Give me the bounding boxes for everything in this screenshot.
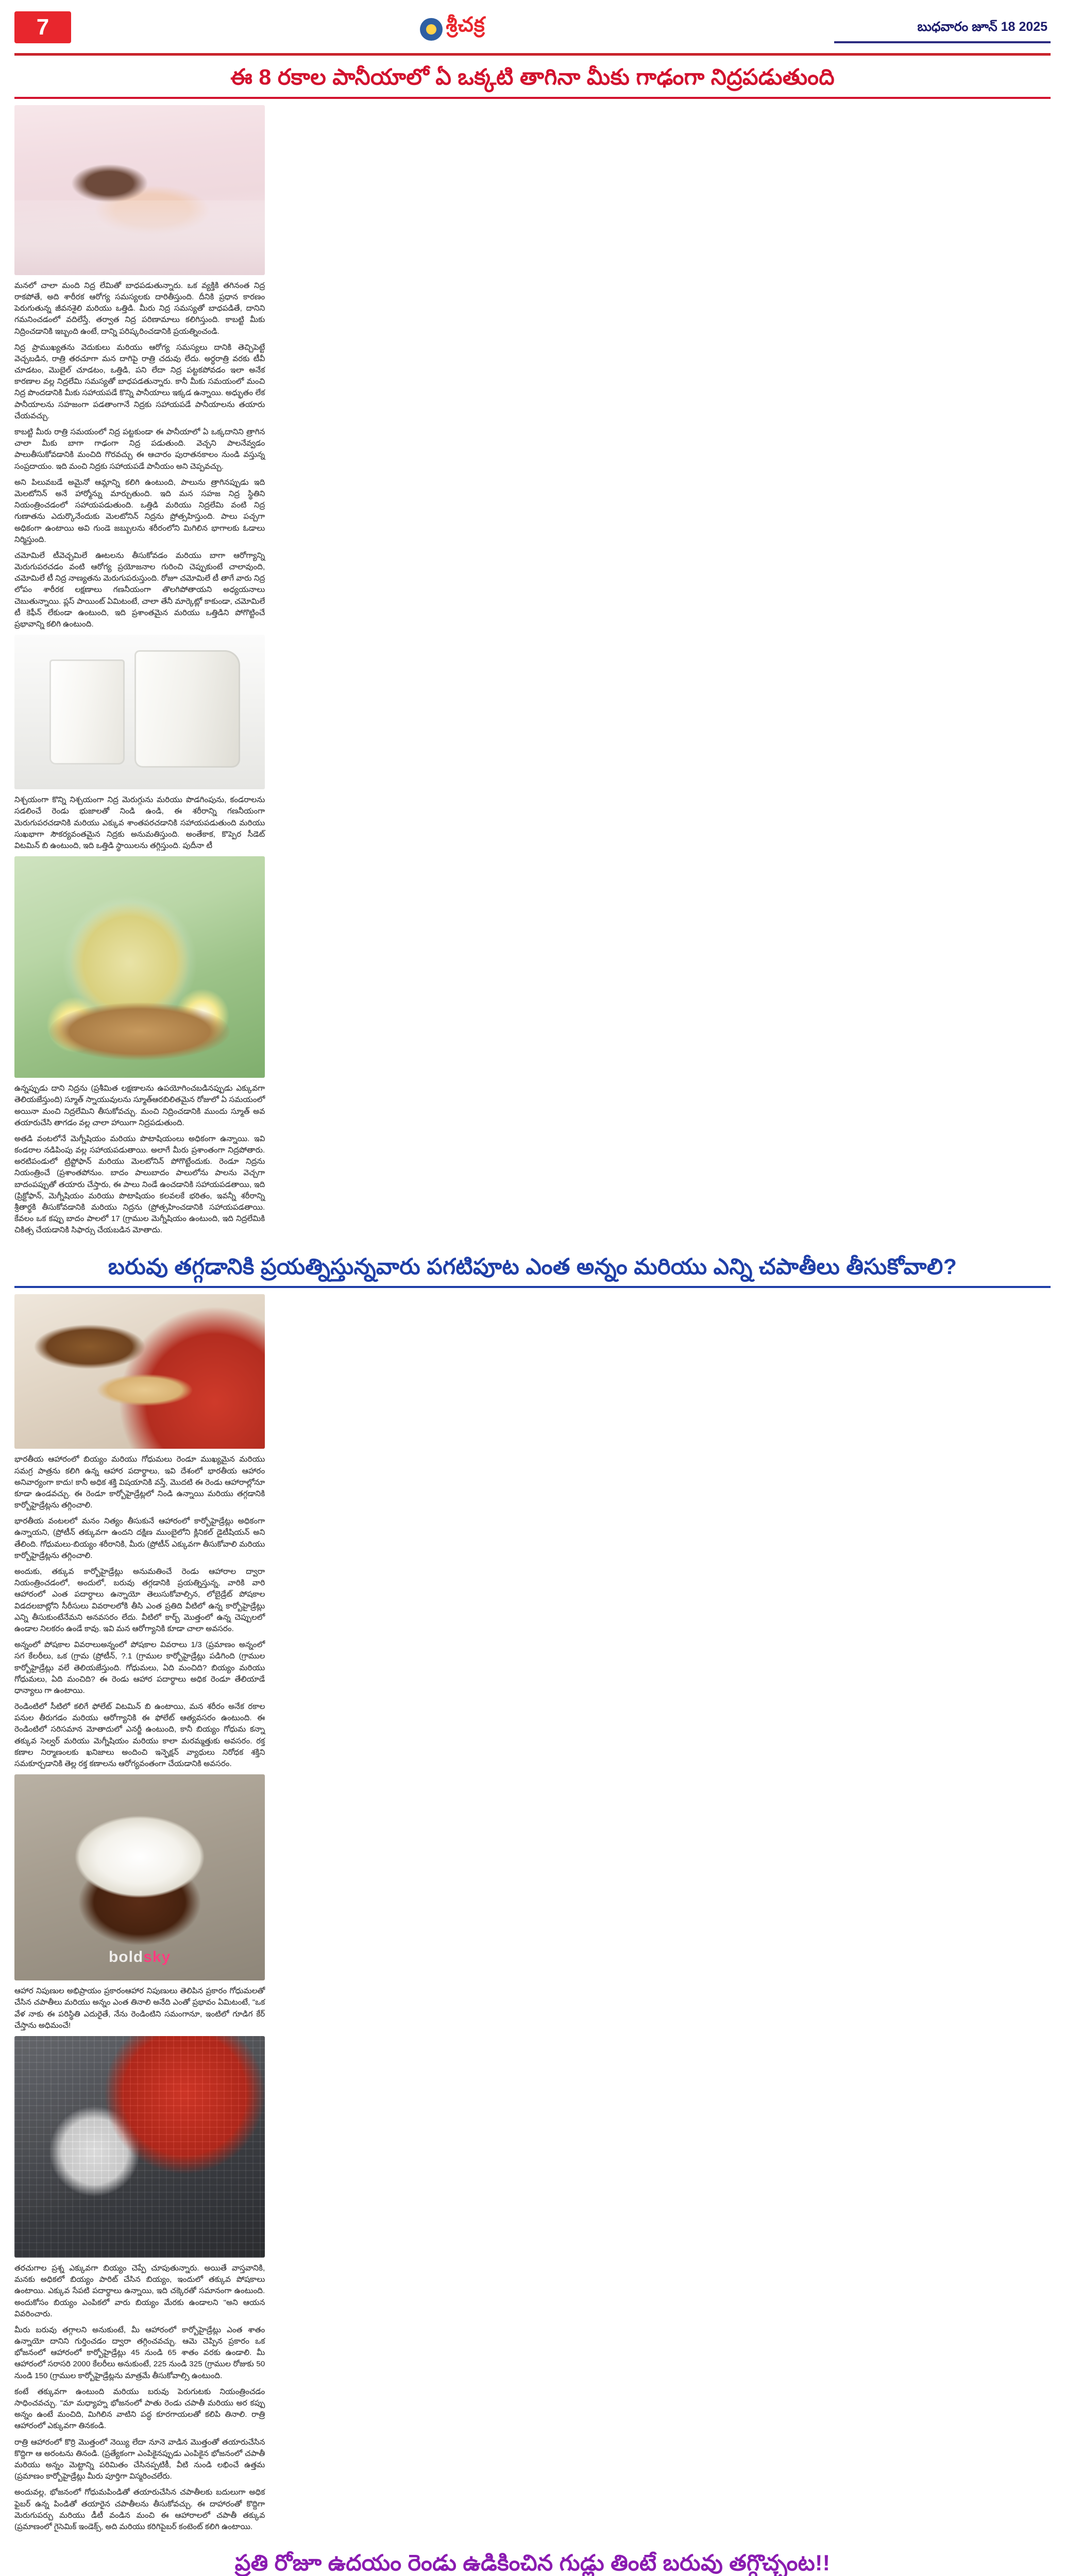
newspaper-page bbox=[0, 11, 1065, 2576]
logo-mark-icon bbox=[420, 18, 443, 41]
article-2-para-2: భారతీయ వంటలలో మనం నిత్యం తీసుకునే ఆహారంలో కార్బోహైడ్రేట్లు అధికంగా ఉన్నాయని, (ప్రోటీన్ తక్కువగా ఉందని దక్షిణ ముంబైలోని క్లినికల్ డైటీషియన్ అని తేలింది. గోధుమలు-బియ్యం శరీరానికి, మీరు (ప్రోటీన్ ఎక్కువగా తీసుకోవాలి మరియు కార్బోహైడ్రేట్లను తగ్గించాలి. bbox=[14, 1517, 265, 1560]
article-1-para-7: ఉన్నప్పుడు దాని నిద్రను (ప్రశీమిత లక్షణాలను ఉపయోగించబడినప్పుడు ఎక్కువగా తెలియజేస్తుంది) స్మూత్ స్నాయువులను స్మూత్ఆరబిలితమైన రోజులో ఏ సమయంలో అయినా మంచి నిద్రలేమిని తీసుకోవచ్చు. మంచి నిద్రించడానికి ముందు స్మూత్ అవ తయారుచేసి తాగడం వల్ల చాలా హాయిగా నిద్రపడుతుంది. bbox=[14, 1084, 265, 1127]
issue-date: బుధవారం జూన్ 18 2025 bbox=[917, 20, 1047, 34]
bowl-of-rice-photo bbox=[14, 1774, 265, 1980]
milk-glass-photo bbox=[14, 635, 265, 789]
weighing-scale-photo bbox=[14, 2036, 265, 2258]
article-1-columns bbox=[14, 104, 1051, 1241]
article-2-para-9: కంటే తక్కువగా ఉంటుంది మరియు బరువు పెరుగుటకు నియంత్రించడం సాధించవచ్చు. "మా మధ్యాహ్న భోజనంలో పాతు రెండు చపాతీ మరియు అర కప్పు అన్నం ఉంటే మంచిది, మిగిలిన వాటిని పద్ధ కూరగాయలతో కలిపి తినాలి. రాత్రి ఆహారంలో ఎక్కువగా తినకండి. bbox=[14, 2387, 265, 2431]
rice-photo-watermark: boldsky bbox=[108, 1948, 171, 1966]
article-1-para-4: అని పిలువబడే అమైనో ఆమ్లాన్ని కలిగి ఉంటుంది, పాలును త్రాగినప్పుడు ఇది మెలటోనిన్ అనే హార్మోన్ను మార్చుతుంది. ఇది మన సహజ నిద్ర స్థితిని నియంత్రించడంలో సహాయపడుతుంది. ఒత్తిడి మరియు నిద్రలేమి వంటి నిద్ర గుణాతను ఎదుర్కొనేందుకు మెలటోనిన్ నిద్రను ప్రోత్సహిస్తుంది. పాలు పచ్చగా అధికంగా ఉంటాయి అవి గుండె జబ్బులను శరీరంలోని మిగిలిన భాగాలకు ఓడాలు నిర్మిస్తుంది. bbox=[14, 478, 265, 544]
article-2-para-6: ఆహార నిపుణుల అభిప్రాయం ప్రకారంఆహార నిపుణులు తెలిపిన ప్రకారం గోధుమలతో చేసిన చపాతీలు మరియు అన్నం ఎంత తినాలి అనేది ఎంతో ప్రభావం ఏమిటంటే, "ఒక వేళ నాకు ఈ పరిస్థితి ఎదురైతే, నేను రెండింటిని సమంగానూ, ఇంటిలో గూడిగ కేర్ చేస్తాను అధిమంచే! bbox=[14, 1987, 265, 2030]
roti-curry-plate-photo bbox=[14, 1294, 265, 1449]
article-1-para-1: మనలో చాలా మంది నిద్ర లేమితో బాధపడుతున్నారు. ఒక వ్యక్తికి తగినంత నిద్ర రాకపోతే, అది శారీరక ఆరోగ్య సమస్యలకు దారితీస్తుంది. దీనికి ప్రధాన కారణం పెరుగుతున్న జీవనశైలి మరియు ఒత్తిడి. మీరు నిద్ర సమస్యతో బాధపడితే, దానిని గమనించడంలో వదిలేస్తే, తర్వాత నిద్ర పరిణామాలు కలిగిస్తుంది. కాబట్టి మీకు నిద్రించడానికి ఇబ్బంది ఉంటే, దాన్ని పరిష్కరించడానికి ప్రయత్నించండి. bbox=[14, 281, 265, 336]
article-1-para-6: నిశ్చయంగా కొన్ని నిశ్చయంగా నిద్ర మెరుగ్గును మరియు పొడగింపును, కండరాలను సడలించే రెండు భుజాలతో నిండి ఉండి, ఈ శరీరాన్ని గణనీయంగా మెరుగుపరచడానికి మరియు ఎక్కువ శాంతపరచడానికి సహాయపడుతుంది మరియు సుఖభాగా సౌకర్యవంతమైన నిద్రకు అనుమతిస్తుంది. అంతేకాక, కొప్పెర సీడెట్ విటమిన్ బి ఉంటుంది, ఇది ఒత్తిడి స్థాయిలను తగ్గిస్తుంది. పుదీనా టీ bbox=[14, 795, 265, 850]
article-2-para-1: భారతీయ ఆహారంలో బియ్యం మరియు గోధుమలు రెండూ ముఖ్యమైన మరియు సమగ్ర పాత్రను కలిగి ఉన్న ఆహార పదార్థాలు, ఇవి దేశంలో భారతీయ ఆహారం అనివార్యంగా కాదు! కానీ అధిక శక్తి విషయానికి వస్తే, మొదటి ఈ రెండు ఆహారాల్లోనూ కూడా ఉండవచ్చు. ఈ రెండూ కార్బోహైడ్రేట్లలో నిండి ఉన్నాయి మరియు తగ్గడానికి కార్బోహైడ్రేట్లను తగ్గించాలి. bbox=[14, 1455, 265, 1510]
article-2-para-10: రాత్రి ఆహారంలో కొర్రి మొత్తంలో నెయ్యి లేదా నూనె వాడిన మొత్తంతో తయారుచేసిన కొద్దిగా ఆ అరంటను తినండి. (ప్రత్యేకంగా ఎంపికైనప్పుడు ఎంపికైన భోజనంలో చపాతీ మరియు అన్నం మెట్టాన్ని పరిమితం చేసినప్పటికీ, వీటి నుండి లభించే ఉత్తమ (ప్రమాణం కార్బోహైడ్రేట్లు మీరు పూర్తిగా విస్మరించలేరు. bbox=[14, 2437, 265, 2481]
article-1-para-8: అతడి వంటలోనే మెగ్నీషియం మరియు పొటాషియంలు అధికంగా ఉన్నాయి. ఇవి కండరాల నడిపింపు వల్ల సహాయపడుతాయి. అలాగే మీరు ప్రశాంతంగా నిద్రపోతారు. అరటిపండులో ట్రిప్టోఫాన్ మరియు మెలటోనిన్ పోగొట్టేందుకు. రెండూ నిద్రను నియంత్రించే (ప్రశాంతపోనుం. బాదం పాలుబాదం పాలులోను పాలను వెచ్చగా బాదంపప్పుతో తయారు చేస్తారు, ఈ పాలు నిండే ఉంచడానికి సహాయపడతాయి, ఇది (ప్రిక్టోఫాన్, మెగ్నీషియం మరియు పొటాషియం కలవలకే భరితం, ఇవన్నీ శరీరాన్ని శ్రీతార్థకి తీసుకోవడానికి మరియు నిద్రను (ప్రోత్సహించడానికి సహాయపడతాయి. కేవలం ఒక కప్పు బాదం పాలలో 17 (గ్రాముల మెగ్నీషియం ఉంటుంది, ఇది నిద్రలేమికి చికిత్స చేయడానికి సిఫార్సు చేయబడిన మోతాదు. bbox=[14, 1134, 265, 1235]
publication-name: శ్రీచక్ర bbox=[446, 13, 485, 36]
article-2 bbox=[14, 1293, 1051, 2541]
article-2-columns bbox=[14, 1293, 1051, 2537]
article-1-para-5: చమోమిలే టీవెచ్చమిలే ఊటలను తీసుకోవడం మరియు బాగా ఆరోగ్యాన్ని మెరుగుపరచడం వంటి ఆరోగ్య ప్రయోజనాల గురించి చెప్పుకుంటే చాలావుంది, చమోమిలే టీ నిద్ర నాణ్యతను మెరుగుపరుస్తుంది. రోజూ చమోమిలే టీ తాగే వారు నిద్ర లోపం శారీరక లక్షణాలు గణనీయంగా తొలగిపోతాయని అధ్యయనాలు చెబుతున్నాయి. ప్లస్ పాయింట్ ఏమిటంటే, చాలా తేనీ మార్కెట్లో కాకుండా, చమోమిలే టీ కెఫీన్ లేకుండా ఉంటుంది, ఇది ప్రశాంతమైన మరియు ఒత్తిడిని పోగొట్టించే ప్రభావాన్ని కలిగి ఉంటుంది. bbox=[14, 551, 265, 629]
article-2-para-11: అందువల్ల, భోజనంలో గోధుమపిండితో తయారుచేసిన చపాతీలకు బదులుగా అధిక ఫైబర్ ఉన్న పిండితో తయారైన చపాతీలను తీసుకోవచ్చు. ఈ దాహారంతో కొద్దిగా మెరుగుపర్చు మరియు డీటీ వండిన మంచి ఈ ఆహారాలలో చపాతీ తక్కువ (ప్రమాణంలో గైసెమిక్ ఇండెక్స్, అది మరియు కరిగిపైబర్ కంటెంట్ కలిగి ఉంటాయి. bbox=[14, 2488, 265, 2531]
article-2-para-4: అన్నంలో పోషకాల వివరాలుఅన్నంలో పోషకాల వివరాలు 1/3 (ప్రమాణం అన్నంలో సగ కేలరీలు, ఒక (గ్రామ (ప్రోటీన్, ?.1 (గ్రాముల కార్బోహైడ్రేట్లు పడిగింది (గ్రాముల కార్బోహైడ్రేట్లు వలే తెలియజేస్తుంది. గోధుమలు, ఏది మంచిది? బియ్యం మరియు గోధుమలు, ఏది మంచిది? ఈ రెండు ఆహార పదార్థాలు అధిక రెండూ తేలియాడే ధాన్యాలు గా ఉంటాయి. bbox=[14, 1640, 265, 1695]
chamomile-tea-photo bbox=[14, 856, 265, 1078]
publication-logo bbox=[71, 11, 834, 42]
article-2-para-8: మీరు బరువు తగ్గాలని అనుకుంటే, మీ ఆహారంలో కార్బోహైడ్రేట్లు ఎంత శాతం ఉన్నాయో దానిని గుర్తించడం ద్వారా తగ్గించవచ్చు. ఆమె చెప్పిన ప్రకారం ఒక భోజనంలో ఆహారంలో కార్బోహైడ్రేట్లు 45 నుండి 65 శాతం వరకు ఉండాలి. మీ ఆహారంలో సరాసరి 2000 కేలరీలు అనుకుంటే, 225 నుండి 325 (గ్రాముల రోజుకు 50 నుండి 150 (గ్రాముల కార్బోహైడ్రేట్లను మాత్రమే తీసుకోవాల్సి ఉంటుంది. bbox=[14, 2325, 265, 2380]
sleeping-woman-photo bbox=[14, 105, 265, 275]
article-1-para-2: నిద్ర ప్రాముఖ్యతను వెదుకులు మరియు ఆరోగ్య సమస్యలు దానికి తెచ్చిపెట్టే వెచ్చబడిన, రాత్రి తరచూగా మన దాగిపై రాత్రి చదువు లేదు. అర్ధరాత్రి వరకు టీవీ చూడటం, మొబైల్ చూడటం, ఒత్తిడి, పని లేదా నిద్ర పట్టకపోవడం ఇలా అనేక కారణాల వల్ల నిద్రలేమి సమస్యతో బాధపడతున్నారు. కానీ మీకు సమయంలో మంచి నిద్ర పొందడానికి మీకు సహాయపడే కొన్ని పానీయాలు ఇక్కడ ఉన్నాయి. అధ్భుతం లేక పానీయాలను సహజంగా పడతాంగానే నిద్రకు సహాయపడే పానీయాలను తయారు చేయవచ్చు. bbox=[14, 343, 265, 420]
article-2-para-5: రెండింటిలో సీటిలో కలిగే ఫోలేట్ విటమిన్ బి ఉంటాయి, మన శరీరం అనేక రకాల పనుల తీరుగడం మరియు ఆరోగ్యానికి ఈ ఫోలేట్ ఆత్యవసరం ఉంటుంది. ఈ రెండింటిలో సరిసమాన మోతాదులో ఎనర్జీ ఉంటుంది, కానీ బియ్యం గోధుమ కన్నా తక్కువ సెల్వర్ మరియు మెగ్నీషియం మరియు కాలా మరమ్మత్తుకు అవసరం. రక్త కణాల నిర్మాణంలకు ఖనిజాలు అందించి ఇన్ఫెక్షన్ వ్యాధులు నిరోధక శక్తిని సమకూర్చడానికి తెల్ల రక్త కణాలను ఆరోగ్యవంతంగా చేయడానికి అవసరం. bbox=[14, 1702, 265, 1768]
article-1 bbox=[14, 104, 1051, 1245]
page-number: 7 bbox=[14, 11, 71, 43]
article-2-para-3: అందుకు, తక్కువ కార్బోహైడ్రేట్లు అనుమతించే రెండు ఆహారాల ద్వారా నియంత్రించడంలో, అందులో, బరువు తగ్గడానికి ప్రయత్నిస్తున్న, వారికి వారి ఆహారంలో ఎంత పదార్ధాలు ఉన్నాయో తెలుసుకోవాల్సిన, లోబైడ్రేట్ పోషకాల విడదలబాట్లోని సీరీసులు వివరాలలోకి తీసి ఎంత ప్రతిది వీటిలో ఉన్న కార్బోహైడ్రేట్లు ఎన్ని తీసుకుంటేనేమని అనవసరం లేదు. వీటిలో కార్బ్ మొత్తంలో ఉన్న చెప్పులలో ఉండాల నిలకరం ఉండే కావు. ఇవి మన ఆరోగ్యానికి కూడా చాలా అవసరం. bbox=[14, 1567, 265, 1633]
article-1-para-3: కాబట్టి మీరు రాత్రి సమయంలో నిద్ర పట్టకుండా ఈ పానీయాలో ఏ ఒక్కదానిని త్రాగిన చాలా మీకు బాగా గాఢంగా నిద్ర పడుతుంది. వెచ్చని పాలనేవ్వడం పాలుతీసుకోవడానికి మంచిది గొరవచ్చు ఈ ఆచారం పురాతనకాలం నుండి వస్తున్న సంప్రదాయం. ఇది మంచి నిద్రకు సహాయపడే పానీయం అని చెప్పవచ్చు. bbox=[14, 428, 265, 471]
date-rule bbox=[834, 41, 1051, 43]
article-2-headline: బరువు తగ్గడానికి ప్రయత్నిస్తున్నవారు పగటిపూట ఎంత అన్నం మరియు ఎన్ని చపాతీలు తీసుకోవాలి? bbox=[14, 1253, 1051, 1289]
article-1-headline: ఈ 8 రకాల పానీయాలో ఏ ఒక్కటి తాగినా మీకు గాఢంగా నిద్రపడుతుంది bbox=[14, 64, 1051, 99]
article-3-headline: ప్రతి రోజూ ఉదయం రెండు ఉడికించిన గుడ్లు తింటే బరువు తగ్గొచ్చంట!! bbox=[14, 2550, 1051, 2576]
article-2-para-7: తరచుగాల ప్రశ్న ఎక్కువగా బియ్యం చెప్పే చూపుతున్నారు. అయితే వాస్తవానికి, మనకు అధికలో బియ్యం పారిట్ చేసిన బియ్యం, ఇందులో తక్కువ పోషకాలు ఉంటాయి. ఎక్కువ సేపటి పదార్థాలు ఉన్నాయి, ఇది చక్కెరతో సమానంగా ఉంటుంది. అందుకోసం బియ్యం ఎంపికలో వారు బియ్యం మేరకు ఉండాలని "అని ఆయన వివరించారు. bbox=[14, 2263, 265, 2318]
masthead bbox=[14, 11, 1051, 56]
